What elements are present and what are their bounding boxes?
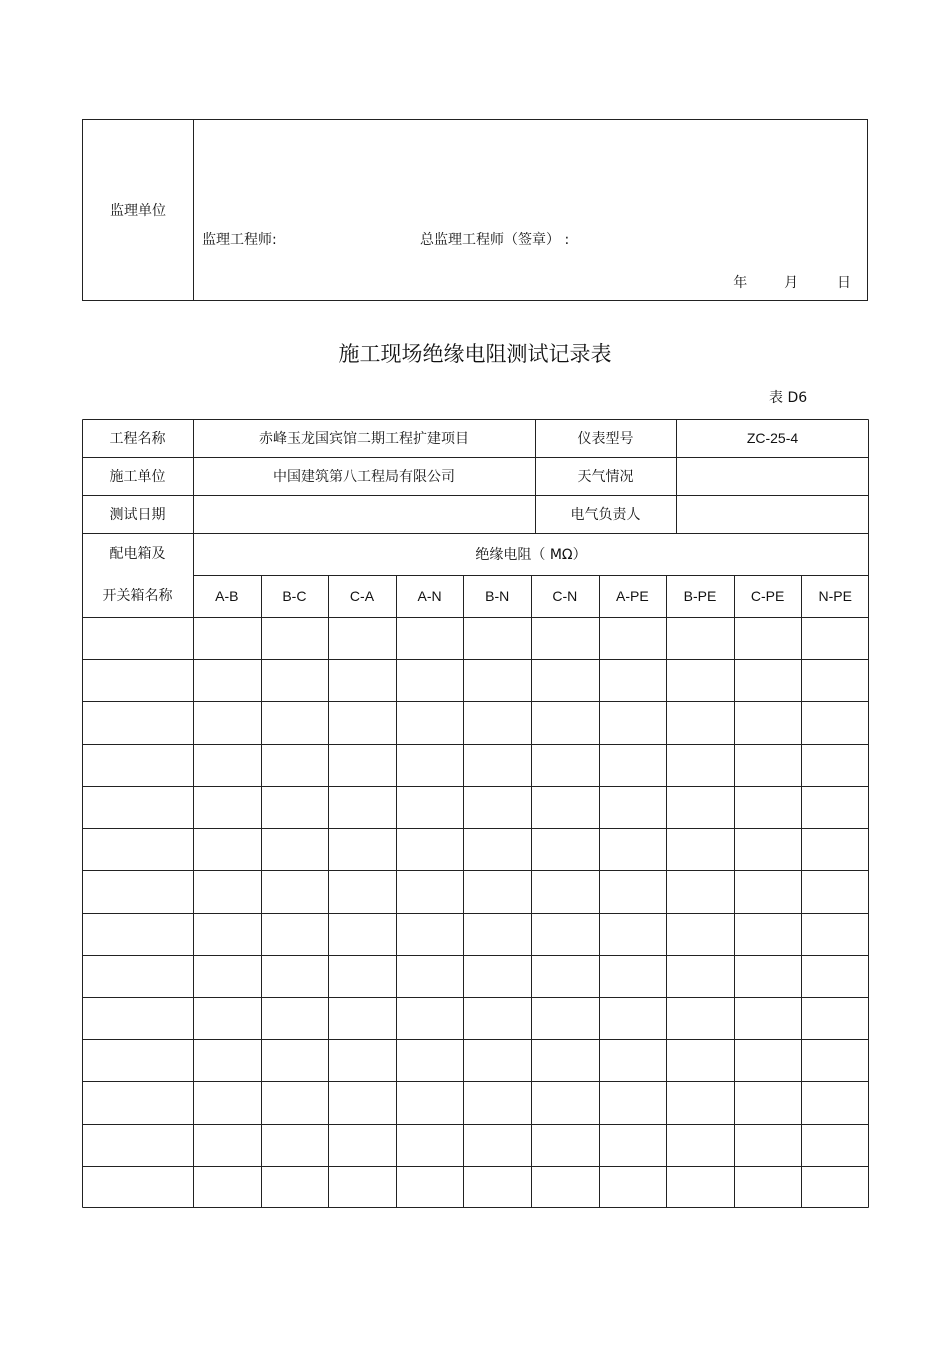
box-name-cell[interactable] — [82, 997, 193, 1039]
resistance-cell-n-pe[interactable] — [801, 828, 869, 870]
resistance-cell-b-pe[interactable] — [666, 1081, 734, 1123]
resistance-cell-c-a[interactable] — [328, 955, 396, 997]
supervision-divider — [193, 120, 194, 300]
resistance-cell-b-c[interactable] — [261, 617, 329, 659]
column-header-c-n: C-N — [552, 588, 578, 604]
column-header-b-pe: B-PE — [683, 588, 717, 604]
resistance-cell-c-pe[interactable] — [734, 870, 802, 912]
resistance-cell-a-b[interactable] — [193, 1039, 261, 1081]
resistance-cell-b-pe[interactable] — [666, 701, 734, 743]
resistance-cell-c-pe[interactable] — [734, 659, 802, 701]
box-name-cell[interactable] — [82, 955, 193, 997]
resistance-cell-n-pe[interactable] — [801, 744, 869, 786]
resistance-cell-a-n[interactable] — [396, 997, 464, 1039]
resistance-cell-a-n[interactable] — [396, 870, 464, 912]
box-name-cell[interactable] — [82, 1124, 193, 1166]
resistance-cell-a-pe[interactable] — [599, 701, 667, 743]
test-date-value[interactable] — [193, 495, 535, 533]
supervision-box — [82, 119, 868, 301]
resistance-cell-b-pe[interactable] — [666, 617, 734, 659]
resistance-cell-c-n[interactable] — [531, 997, 599, 1039]
column-header-b-n: B-N — [485, 588, 510, 604]
resistance-cell-c-pe[interactable] — [734, 913, 802, 955]
supervision-date — [733, 272, 851, 292]
resistance-cell-a-pe[interactable] — [599, 744, 667, 786]
resistance-cell-a-n[interactable] — [396, 617, 464, 659]
resistance-cell-n-pe[interactable] — [801, 1039, 869, 1081]
resistance-cell-c-n[interactable] — [531, 1124, 599, 1166]
resistance-cell-a-n[interactable] — [396, 659, 464, 701]
resistance-cell-a-n[interactable] — [396, 828, 464, 870]
resistance-cell-a-n[interactable] — [396, 744, 464, 786]
resistance-cell-c-a[interactable] — [328, 659, 396, 701]
box-name-cell[interactable] — [82, 1166, 193, 1208]
resistance-cell-b-c[interactable] — [261, 1124, 329, 1166]
resistance-cell-n-pe[interactable] — [801, 1166, 869, 1208]
resistance-cell-c-pe[interactable] — [734, 1081, 802, 1123]
resistance-cell-a-b[interactable] — [193, 701, 261, 743]
resistance-cell-a-pe[interactable] — [599, 1081, 667, 1123]
resistance-cell-c-pe[interactable] — [734, 1124, 802, 1166]
box-name-cell[interactable] — [82, 1081, 193, 1123]
resistance-cell-a-pe[interactable] — [599, 1039, 667, 1081]
resistance-cell-a-pe[interactable] — [599, 1166, 667, 1208]
resistance-cell-a-n[interactable] — [396, 955, 464, 997]
column-header-c-a: C-A — [349, 588, 375, 604]
resistance-cell-a-b[interactable] — [193, 1124, 261, 1166]
box-name-cell[interactable] — [82, 870, 193, 912]
date-month-label: 月 — [784, 275, 799, 291]
resistance-cell-c-a[interactable] — [328, 1039, 396, 1081]
resistance-cell-c-a[interactable] — [328, 1124, 396, 1166]
box-name-cell[interactable] — [82, 786, 193, 828]
date-year-label: 年 — [733, 275, 748, 291]
resistance-cell-a-b[interactable] — [193, 828, 261, 870]
resistance-cell-b-n[interactable] — [463, 786, 531, 828]
box-name-label-line2: 开关箱名称 — [102, 588, 173, 604]
resistance-cell-c-a[interactable] — [328, 617, 396, 659]
resistance-cell-c-n[interactable] — [531, 1081, 599, 1123]
resistance-cell-b-c[interactable] — [261, 828, 329, 870]
resistance-cell-b-c[interactable] — [261, 913, 329, 955]
resistance-cell-a-b[interactable] — [193, 1166, 261, 1208]
resistance-cell-b-c[interactable] — [261, 1039, 329, 1081]
resistance-cell-a-pe[interactable] — [599, 955, 667, 997]
resistance-cell-b-n[interactable] — [463, 870, 531, 912]
supervision-engineer-label: 监理工程师: — [202, 232, 277, 248]
box-name-cell[interactable] — [82, 828, 193, 870]
weather-value[interactable] — [676, 457, 869, 495]
resistance-cell-b-pe[interactable] — [666, 659, 734, 701]
instrument-model-value[interactable]: ZC-25-4 — [746, 430, 799, 446]
resistance-cell-a-pe[interactable] — [599, 870, 667, 912]
resistance-cell-b-n[interactable] — [463, 955, 531, 997]
resistance-cell-c-a[interactable] — [328, 913, 396, 955]
resistance-cell-b-c[interactable] — [261, 997, 329, 1039]
resistance-cell-c-n[interactable] — [531, 659, 599, 701]
resistance-cell-b-pe[interactable] — [666, 913, 734, 955]
column-header-a-b: A-B — [215, 588, 239, 604]
resistance-cell-c-n[interactable] — [531, 913, 599, 955]
resistance-cell-b-n[interactable] — [463, 744, 531, 786]
resistance-cell-c-a[interactable] — [328, 1166, 396, 1208]
resistance-cell-b-c[interactable] — [261, 870, 329, 912]
resistance-cell-c-a[interactable] — [328, 997, 396, 1039]
resistance-cell-a-b[interactable] — [193, 786, 261, 828]
resistance-cell-b-n[interactable] — [463, 617, 531, 659]
resistance-cell-c-n[interactable] — [531, 744, 599, 786]
box-name-label-line1: 配电箱及 — [109, 546, 166, 562]
chief-supervisor-label: 总监理工程师（签章） : — [420, 232, 570, 248]
insulation-test-table — [82, 419, 869, 1208]
resistance-cell-a-n[interactable] — [396, 1039, 464, 1081]
resistance-cell-a-n[interactable] — [396, 786, 464, 828]
resistance-cell-a-pe[interactable] — [599, 828, 667, 870]
resistance-cell-n-pe[interactable] — [801, 997, 869, 1039]
resistance-cell-a-pe[interactable] — [599, 786, 667, 828]
resistance-cell-a-b[interactable] — [193, 997, 261, 1039]
resistance-cell-b-pe[interactable] — [666, 955, 734, 997]
project-name-label: 工程名称 — [109, 431, 166, 447]
supervision-unit-label: 监理单位 — [110, 203, 166, 219]
resistance-cell-n-pe[interactable] — [801, 870, 869, 912]
resistance-cell-b-n[interactable] — [463, 659, 531, 701]
resistance-cell-a-b[interactable] — [193, 955, 261, 997]
resistance-cell-c-n[interactable] — [531, 828, 599, 870]
resistance-cell-b-n[interactable] — [463, 828, 531, 870]
resistance-cell-c-pe[interactable] — [734, 701, 802, 743]
resistance-cell-b-pe[interactable] — [666, 828, 734, 870]
resistance-cell-a-pe[interactable] — [599, 997, 667, 1039]
resistance-cell-c-pe[interactable] — [734, 828, 802, 870]
resistance-cell-b-pe[interactable] — [666, 1039, 734, 1081]
resistance-cell-b-c[interactable] — [261, 955, 329, 997]
resistance-cell-a-n[interactable] — [396, 1081, 464, 1123]
resistance-cell-b-pe[interactable] — [666, 1166, 734, 1208]
resistance-cell-c-a[interactable] — [328, 1081, 396, 1123]
resistance-cell-c-a[interactable] — [328, 744, 396, 786]
resistance-cell-c-n[interactable] — [531, 701, 599, 743]
resistance-cell-c-a[interactable] — [328, 870, 396, 912]
column-header-b-c: B-C — [282, 588, 307, 604]
column-header-a-pe: A-PE — [616, 588, 649, 604]
resistance-cell-a-b[interactable] — [193, 870, 261, 912]
resistance-cell-n-pe[interactable] — [801, 955, 869, 997]
resistance-cell-b-n[interactable] — [463, 913, 531, 955]
resistance-cell-a-b[interactable] — [193, 617, 261, 659]
resistance-cell-c-pe[interactable] — [734, 1166, 802, 1208]
box-name-cell[interactable] — [82, 744, 193, 786]
page-title: 施工现场绝缘电阻测试记录表 — [338, 342, 612, 366]
resistance-cell-c-a[interactable] — [328, 828, 396, 870]
resistance-cell-b-n[interactable] — [463, 701, 531, 743]
resistance-cell-b-c[interactable] — [261, 1081, 329, 1123]
date-day-label: 日 — [837, 275, 851, 291]
resistance-cell-c-n[interactable] — [531, 1166, 599, 1208]
box-name-cell[interactable] — [82, 1039, 193, 1081]
electrical-lead-label: 电气负责人 — [570, 507, 641, 523]
instrument-model-label: 仪表型号 — [577, 431, 634, 447]
resistance-cell-b-c[interactable] — [261, 701, 329, 743]
resistance-cell-c-pe[interactable] — [734, 1039, 802, 1081]
resistance-cell-b-c[interactable] — [261, 744, 329, 786]
resistance-cell-a-b[interactable] — [193, 1081, 261, 1123]
resistance-cell-a-n[interactable] — [396, 701, 464, 743]
box-name-cell[interactable] — [82, 617, 193, 659]
resistance-cell-b-n[interactable] — [463, 1124, 531, 1166]
column-header-c-pe: C-PE — [750, 588, 785, 604]
resistance-cell-b-c[interactable] — [261, 786, 329, 828]
resistance-cell-c-pe[interactable] — [734, 744, 802, 786]
resistance-cell-c-a[interactable] — [328, 701, 396, 743]
box-name-cell[interactable] — [82, 913, 193, 955]
resistance-cell-a-b[interactable] — [193, 913, 261, 955]
resistance-cell-a-pe[interactable] — [599, 1124, 667, 1166]
resistance-cell-a-b[interactable] — [193, 659, 261, 701]
column-header-n-pe: N-PE — [818, 588, 852, 604]
resistance-cell-b-n[interactable] — [463, 1166, 531, 1208]
resistance-cell-c-pe[interactable] — [734, 617, 802, 659]
resistance-cell-a-pe[interactable] — [599, 617, 667, 659]
resistance-cell-a-n[interactable] — [396, 1124, 464, 1166]
resistance-cell-n-pe[interactable] — [801, 1081, 869, 1123]
resistance-cell-c-n[interactable] — [531, 870, 599, 912]
resistance-cell-a-n[interactable] — [396, 1166, 464, 1208]
insulation-resistance-label: 绝缘电阻（ MΩ） — [475, 547, 587, 563]
resistance-cell-c-n[interactable] — [531, 955, 599, 997]
resistance-cell-c-n[interactable] — [531, 1039, 599, 1081]
weather-label: 天气情况 — [577, 469, 634, 485]
resistance-cell-b-pe[interactable] — [666, 1124, 734, 1166]
resistance-cell-a-n[interactable] — [396, 913, 464, 955]
resistance-cell-n-pe[interactable] — [801, 913, 869, 955]
resistance-cell-n-pe[interactable] — [801, 659, 869, 701]
resistance-cell-b-pe[interactable] — [666, 997, 734, 1039]
resistance-cell-c-n[interactable] — [531, 786, 599, 828]
resistance-cell-c-pe[interactable] — [734, 997, 802, 1039]
box-name-cell[interactable] — [82, 701, 193, 743]
constructor-label: 施工单位 — [109, 469, 166, 485]
box-name-cell[interactable] — [82, 659, 193, 701]
resistance-cell-b-n[interactable] — [463, 1081, 531, 1123]
resistance-cell-b-c[interactable] — [261, 659, 329, 701]
resistance-cell-b-pe[interactable] — [666, 744, 734, 786]
resistance-cell-c-pe[interactable] — [734, 955, 802, 997]
constructor-value[interactable]: 中国建筑第八工程局有限公司 — [273, 469, 455, 485]
resistance-cell-b-c[interactable] — [261, 1166, 329, 1208]
resistance-cell-b-pe[interactable] — [666, 786, 734, 828]
project-name-value[interactable]: 赤峰玉龙国宾馆二期工程扩建项目 — [259, 431, 469, 447]
resistance-cell-c-pe[interactable] — [734, 786, 802, 828]
resistance-cell-b-n[interactable] — [463, 1039, 531, 1081]
resistance-cell-n-pe[interactable] — [801, 617, 869, 659]
resistance-cell-n-pe[interactable] — [801, 786, 869, 828]
form-code: 表 D6 — [769, 390, 808, 406]
resistance-cell-c-a[interactable] — [328, 786, 396, 828]
resistance-cell-b-pe[interactable] — [666, 870, 734, 912]
resistance-cell-b-n[interactable] — [463, 997, 531, 1039]
electrical-lead-value[interactable] — [676, 495, 869, 533]
resistance-cell-c-n[interactable] — [531, 617, 599, 659]
column-header-a-n: A-N — [417, 588, 442, 604]
resistance-cell-a-b[interactable] — [193, 744, 261, 786]
resistance-cell-a-pe[interactable] — [599, 659, 667, 701]
resistance-cell-a-pe[interactable] — [599, 913, 667, 955]
test-date-label: 测试日期 — [109, 507, 166, 523]
resistance-cell-n-pe[interactable] — [801, 701, 869, 743]
resistance-cell-n-pe[interactable] — [801, 1124, 869, 1166]
